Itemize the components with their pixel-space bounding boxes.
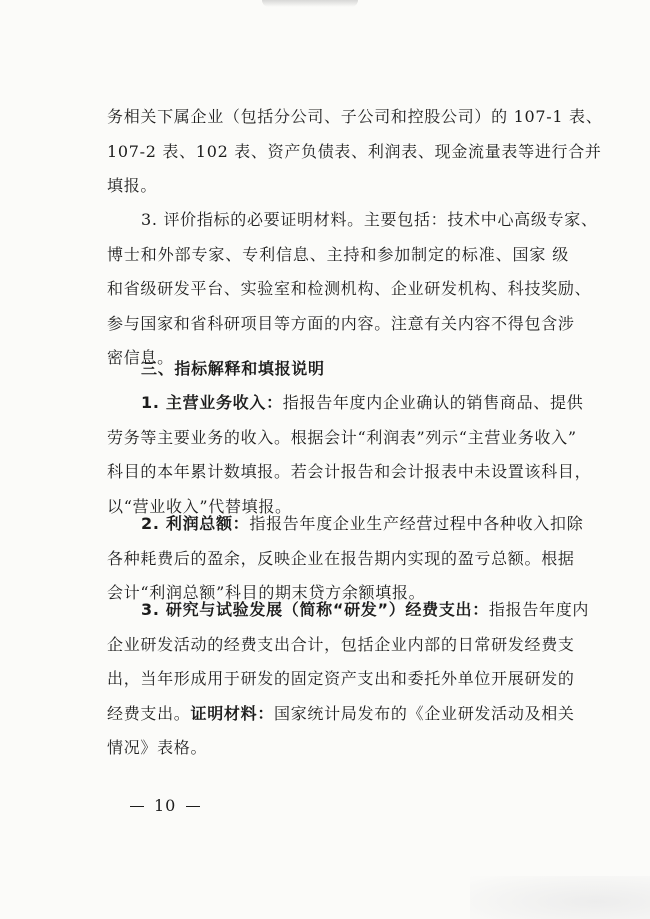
text-line: 以“营业收入”代替填报。 [107,496,292,516]
term-definition: 指报告年度企业生产经营过程中各种收入扣除 [249,514,584,533]
text-segment: 经费支出。 [107,703,191,723]
text-line: 参与国家和省科研项目等方面的内容。注意有关内容不得包含涉 [107,313,575,333]
text-line [107,386,584,421]
page-number [120,796,210,815]
paragraph-main-business-income [107,386,592,524]
evidence-label: 证明材料： [190,703,275,723]
text-line: 各种耗费后的盈余，反映企业在报告期内实现的盈亏总额。根据 [107,548,575,568]
scan-smudge-top [262,0,358,7]
text-line: 情况》表格。 [107,738,208,757]
text-line: 和省级研发平台、实验室和检测机构、企业研发机构、科技奖励、 [107,279,592,298]
term-label: 3. 研究与试验发展（简称“研发”）经费支出： [141,600,489,619]
text-line: 劳务等主要业务的收入。根据会计“利润表”列示“主营业务收入” [107,427,577,447]
text-line: 填报。 [107,176,158,195]
term-definition: 指报告年度内企业确认的销售商品、提供 [282,393,584,412]
page-number-dash-left [130,806,144,807]
evidence-text: 国家统计局发布的《企业研发活动及相关 [274,703,575,723]
term-label: 1. 主营业务收入： [141,393,283,412]
page-number-dash-right [186,806,200,807]
section-heading: 三、指标解释和填报说明 [141,359,325,378]
scan-smudge-bottom [470,876,650,919]
text-line: 密信息。 [107,348,174,367]
term-label: 2. 利润总额： [141,514,250,533]
text-line: 博士和外部专家、专利信息、主持和参加制定的标准、国家 级 [107,244,569,264]
text-line: 出，当年形成用于研发的固定资产支出和委托外单位开展研发的 [107,669,575,688]
page-number-value: 10 [154,796,177,815]
text-line: 107-2 表、102 表、资产负债表、利润表、现金流量表等进行合并 [107,141,602,161]
term-definition: 指报告年度内 [488,600,590,619]
text-line [107,593,590,628]
text-line: 3. 评价指标的必要证明材料。主要包括：技术中心高级专家、 [141,210,598,229]
paragraph-rd-expenditure [107,593,590,766]
text-line: 会计“利润总额”科目的期末贷方余额填报。 [107,583,426,602]
text-line: 企业研发活动的经费支出合计，包括企业内部的日常研发经费支 [107,634,575,654]
text-line: 科目的本年累计数填报。若会计报告和会计报表中未设置该科目， [107,462,592,481]
paragraph-evidence-materials [107,203,598,376]
paragraph-continuation [107,100,603,204]
text-line [107,697,575,732]
text-line [107,507,584,542]
text-line: 务相关下属企业（包括分公司、子公司和控股公司）的 107-1 表、 [107,107,603,126]
